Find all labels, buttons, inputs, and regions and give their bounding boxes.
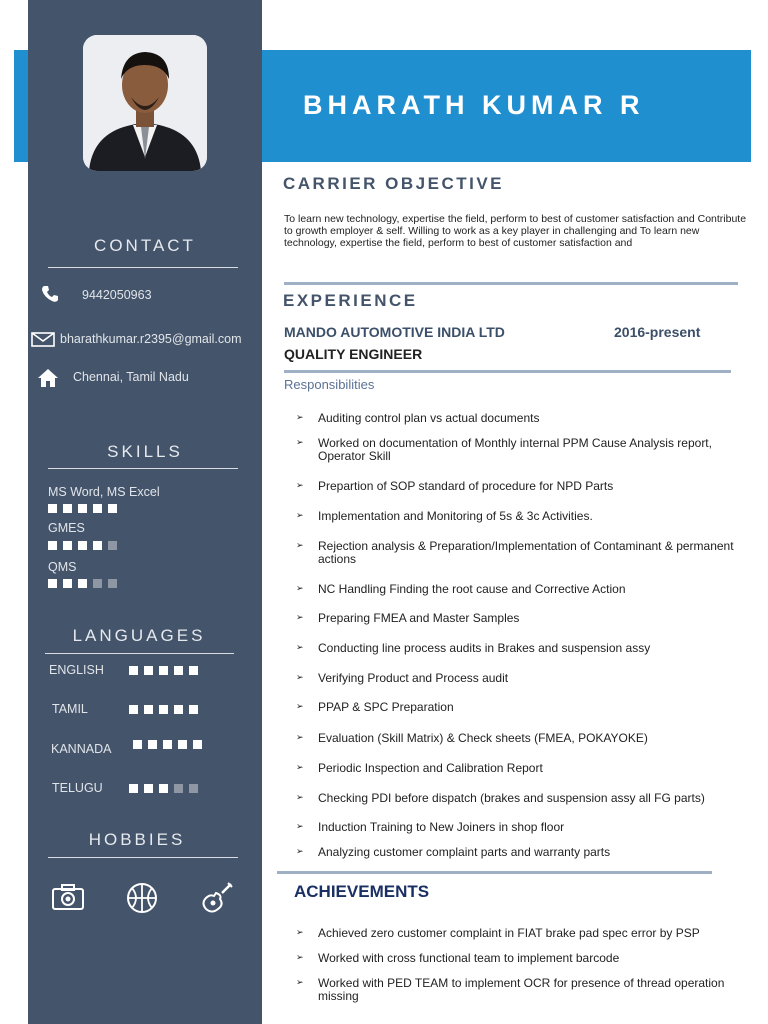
- list-item-text: Verifying Product and Process audit: [318, 671, 509, 685]
- languages-rule: [45, 653, 234, 654]
- rating-square: [159, 666, 168, 675]
- list-item-text: Worked with cross functional team to implement barcode: [318, 951, 620, 965]
- language-rating: [129, 666, 198, 675]
- rating-square: [108, 541, 117, 550]
- list-item-text: Analyzing customer complaint parts and warranty parts: [318, 845, 611, 859]
- language-rating: [129, 784, 198, 793]
- rating-square: [63, 579, 72, 588]
- bullet-arrow-icon: ➢: [296, 510, 304, 520]
- achievements-heading: ACHIEVEMENTS: [294, 882, 430, 901]
- objective-heading: CARRIER OBJECTIVE: [283, 174, 505, 193]
- employment-period: 2016-present: [614, 324, 701, 340]
- location: Chennai, Tamil Nadu: [73, 370, 189, 384]
- list-item-text: Preparing FMEA and Master Samples: [318, 611, 520, 625]
- responsibilities-label: Responsibilities: [284, 377, 375, 392]
- email-icon: [31, 332, 55, 352]
- objective-text: To learn new technology, expertise the field, perform to best of customer satisfaction and Contribute to growth employer & self. Willing to work as a key player in challenging and To learn new technology, expertise the field, perform to best of customer satisfaction and: [284, 213, 747, 249]
- skill-rating: [48, 504, 117, 513]
- section-divider: [284, 370, 731, 373]
- list-item-text: Induction Training to New Joiners in shop floor: [318, 820, 565, 834]
- rating-square: [78, 504, 87, 513]
- rating-square: [93, 541, 102, 550]
- rating-square: [108, 579, 117, 588]
- bullet-arrow-icon: ➢: [296, 952, 304, 962]
- rating-square: [63, 504, 72, 513]
- list-item-text: Achieved zero customer complaint in FIAT brake pad spec error by PSP: [318, 926, 700, 940]
- home-icon: [37, 368, 59, 393]
- hobbies-rule: [48, 857, 238, 858]
- skill-rating: [48, 541, 117, 550]
- rating-square: [174, 666, 183, 675]
- rating-square: [174, 705, 183, 714]
- profile-photo: [83, 35, 207, 171]
- bullet-arrow-icon: ➢: [296, 846, 304, 856]
- rating-square: [63, 541, 72, 550]
- list-item-text: Conducting line process audits in Brakes and suspension assy: [318, 641, 651, 655]
- bullet-arrow-icon: ➢: [296, 672, 304, 682]
- section-divider: [284, 282, 738, 285]
- bullet-arrow-icon: ➢: [296, 927, 304, 937]
- skill-label: MS Word, MS Excel: [48, 485, 160, 499]
- skills-heading: SKILLS: [107, 442, 183, 461]
- guitar-icon: [200, 881, 234, 920]
- rating-square: [159, 705, 168, 714]
- list-item-text: NC Handling Finding the root cause and Corrective Action: [318, 582, 626, 596]
- language-rating: [133, 740, 202, 749]
- rating-square: [48, 579, 57, 588]
- bullet-arrow-icon: ➢: [296, 821, 304, 831]
- skill-label: QMS: [48, 560, 77, 574]
- rating-square: [48, 541, 57, 550]
- list-item-text: Implementation and Monitoring of 5s & 3c Activities.: [318, 509, 593, 523]
- bullet-arrow-icon: ➢: [296, 732, 304, 742]
- skills-rule: [48, 468, 238, 469]
- hobbies-heading: HOBBIES: [88, 830, 186, 849]
- rating-square: [163, 740, 172, 749]
- rating-square: [129, 705, 138, 714]
- job-title: QUALITY ENGINEER: [284, 346, 423, 362]
- list-item-text: PPAP & SPC Preparation: [318, 700, 454, 714]
- bullet-arrow-icon: ➢: [296, 480, 304, 490]
- rating-square: [93, 504, 102, 513]
- rating-square: [189, 705, 198, 714]
- camera-icon: [51, 883, 85, 916]
- phone-number: 9442050963: [82, 288, 152, 302]
- list-item-text: Prepartion of SOP standard of procedure for NPD Parts: [318, 479, 614, 493]
- list-item-text: Periodic Inspection and Calibration Report: [318, 761, 543, 775]
- rating-square: [129, 666, 138, 675]
- email-address: bharathkumar.r2395@gmail.com: [60, 332, 242, 346]
- candidate-name: BHARATH KUMAR R: [303, 90, 645, 120]
- rating-square: [174, 784, 183, 793]
- rating-square: [148, 740, 157, 749]
- rating-square: [129, 784, 138, 793]
- company-name: MANDO AUTOMOTIVE INDIA LTD: [284, 324, 505, 340]
- list-item-text: Rejection analysis & Preparation/Implementation of Contaminant & permanent actions: [318, 539, 734, 566]
- bullet-arrow-icon: ➢: [296, 612, 304, 622]
- rating-square: [189, 784, 198, 793]
- list-item-text: Checking PDI before dispatch (brakes and suspension assy all FG parts): [318, 791, 705, 805]
- language-label: TELUGU: [52, 781, 103, 795]
- contact-rule: [48, 267, 238, 268]
- contact-heading: CONTACT: [94, 236, 196, 255]
- list-item-text: Worked on documentation of Monthly internal PPM Cause Analysis report, Operator Skill: [318, 436, 712, 463]
- section-divider: [277, 871, 712, 874]
- rating-square: [78, 541, 87, 550]
- rating-square: [133, 740, 142, 749]
- experience-heading: EXPERIENCE: [283, 291, 418, 310]
- rating-square: [48, 504, 57, 513]
- rating-square: [144, 784, 153, 793]
- skill-label: GMES: [48, 521, 85, 535]
- phone-icon: [40, 284, 60, 309]
- rating-square: [193, 740, 202, 749]
- rating-square: [93, 579, 102, 588]
- rating-square: [144, 705, 153, 714]
- languages-heading: LANGUAGES: [72, 626, 206, 645]
- rating-square: [108, 504, 117, 513]
- skill-rating: [48, 579, 117, 588]
- language-label: ENGLISH: [49, 663, 104, 677]
- sidebar: [28, 0, 262, 1024]
- language-label: KANNADA: [51, 742, 112, 756]
- header-band-left: [14, 50, 28, 162]
- language-rating: [129, 705, 198, 714]
- list-item-text: Worked with PED TEAM to implement OCR for presence of thread operation missing: [318, 976, 725, 1003]
- bullet-arrow-icon: ➢: [296, 412, 304, 422]
- bullet-arrow-icon: ➢: [296, 762, 304, 772]
- rating-square: [189, 666, 198, 675]
- rating-square: [159, 784, 168, 793]
- bullet-arrow-icon: ➢: [296, 642, 304, 652]
- list-item-text: Auditing control plan vs actual documents: [318, 411, 540, 425]
- bullet-arrow-icon: ➢: [296, 977, 304, 987]
- bullet-arrow-icon: ➢: [296, 792, 304, 802]
- rating-square: [178, 740, 187, 749]
- rating-square: [78, 579, 87, 588]
- bullet-arrow-icon: ➢: [296, 701, 304, 711]
- bullet-arrow-icon: ➢: [296, 540, 304, 550]
- bullet-arrow-icon: ➢: [296, 437, 304, 447]
- basketball-icon: [126, 882, 158, 919]
- language-label: TAMIL: [52, 702, 88, 716]
- list-item-text: Evaluation (Skill Matrix) & Check sheets (FMEA, POKAYOKE): [318, 731, 648, 745]
- rating-square: [144, 666, 153, 675]
- bullet-arrow-icon: ➢: [296, 583, 304, 593]
